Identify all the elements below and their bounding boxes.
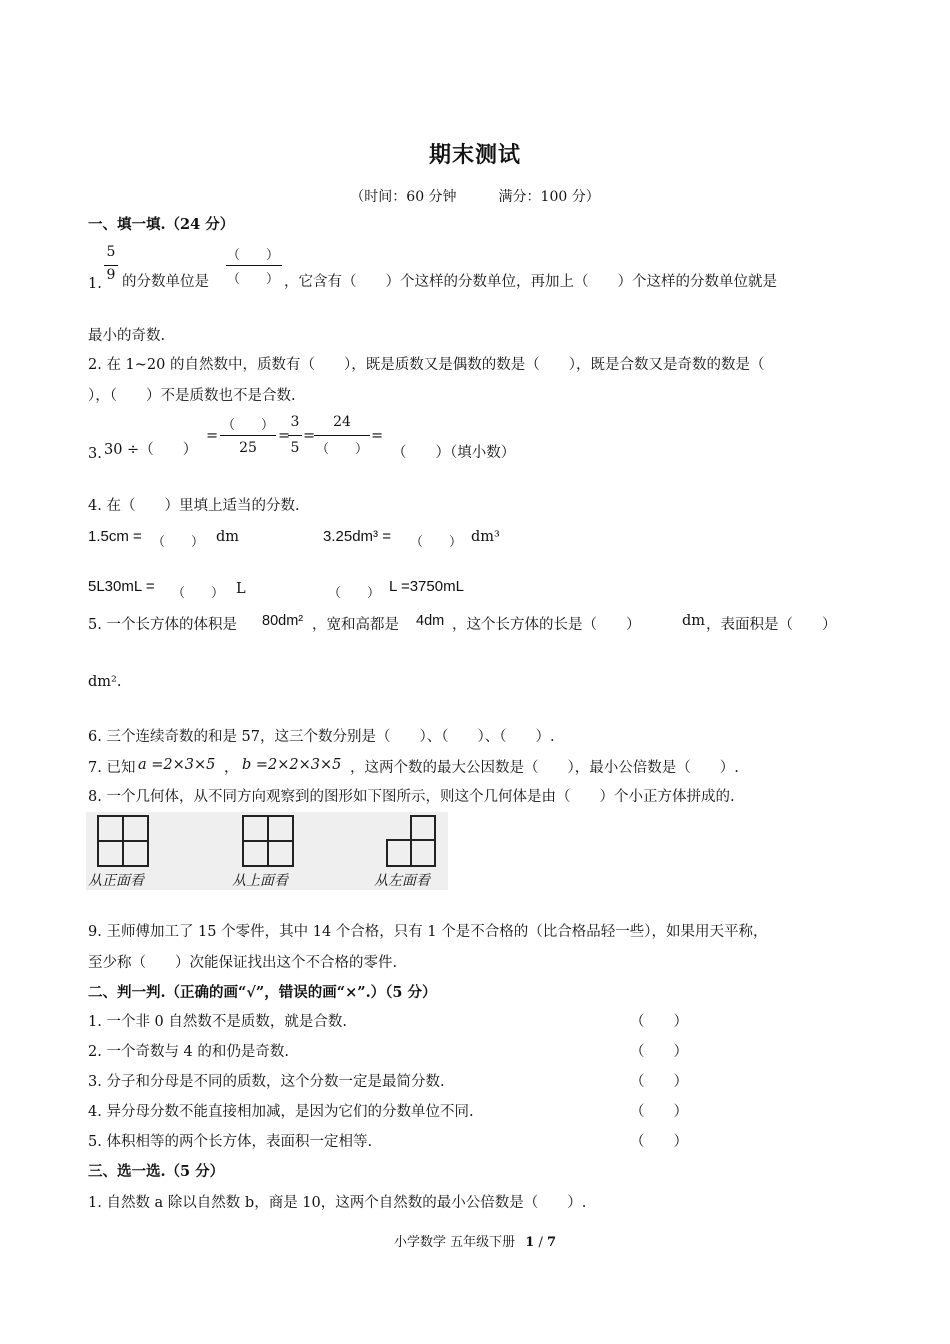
- judge-answer-2[interactable]: （ ）: [630, 1044, 688, 1060]
- q4-a-unit: dm: [216, 529, 240, 545]
- q3-fraction-2-denominator: 5: [290, 440, 300, 456]
- q4-a-expression: 1.5cm =: [88, 528, 142, 545]
- question-6: 6. 三个连续奇数的和是 57，这三个数分别是（ ）、（ ）、（ ）.: [88, 729, 555, 745]
- q1-text-a: 的分数单位是: [122, 274, 209, 290]
- q4-c-expression: 5L30mL =: [88, 578, 155, 595]
- q1-text-c: 最小的奇数.: [88, 328, 166, 344]
- section-1-heading: 一、填一填.（24 分）: [88, 216, 235, 233]
- q3-equals-4: =: [371, 428, 384, 444]
- q4-b-expression: 3.25dm³ =: [323, 528, 391, 545]
- judge-answer-3[interactable]: （ ）: [630, 1074, 688, 1090]
- q1-blank-denominator[interactable]: （ ）: [226, 272, 279, 287]
- judge-item-2: 2. 一个奇数与 4 的和仍是奇数.: [88, 1044, 289, 1060]
- q3-equals-2: =: [278, 428, 291, 444]
- judge-item-1: 1. 一个非 0 自然数不是质数，就是合数.: [88, 1014, 347, 1030]
- section-2-heading: 二、判一判.（正确的画“√”，错误的画“×”.）（5 分）: [88, 984, 437, 1001]
- q3-equals-1: =: [206, 428, 219, 444]
- q4-b-blank[interactable]: （ ）: [410, 535, 463, 550]
- q5-width: 4dm: [416, 613, 445, 629]
- choice-question-1: 1. 自然数 a 除以自然数 b，商是 10，这两个自然数的最小公倍数是（ ）.: [88, 1195, 587, 1211]
- q3-fraction-1-numerator[interactable]: （ ）: [221, 418, 274, 433]
- q1-fraction-numerator: 5: [106, 244, 116, 260]
- footer-total-pages: 7: [546, 1235, 557, 1250]
- judge-answer-1[interactable]: （ ）: [630, 1014, 688, 1030]
- q3-fraction-3-denominator[interactable]: （ ）: [315, 442, 368, 457]
- q7-text-a: 7. 已知: [88, 760, 136, 776]
- q7-expression-a: a =2×3×5: [138, 757, 216, 773]
- judge-answer-4[interactable]: （ ）: [630, 1104, 688, 1120]
- q4-d-blank[interactable]: （ ）: [328, 586, 381, 601]
- caption-top-view: 从上面看: [232, 873, 288, 889]
- judge-item-3: 3. 分子和分母是不同的质数，这个分数一定是最简分数.: [88, 1074, 445, 1090]
- three-views-figure: [86, 812, 448, 890]
- left-view: [387, 816, 435, 866]
- page-footer: [0, 1231, 950, 1250]
- q5-text-d: ，表面积是（ ）: [706, 617, 837, 633]
- q4-c-unit: L: [236, 581, 246, 597]
- q5-text-c: ，这个长方体的长是（ ）: [452, 617, 641, 633]
- q5-text-b: ，宽和高都是: [312, 617, 399, 633]
- q7-comma: ，: [224, 760, 239, 776]
- q3-fraction-1-bar: [220, 435, 276, 436]
- q3-fraction-1-denominator: 25: [239, 440, 257, 456]
- q5-unit-dm: dm: [682, 613, 706, 629]
- q1-blank-numerator[interactable]: （ ）: [226, 248, 279, 263]
- question-4-line: 4. 在（ ）里填上适当的分数.: [88, 498, 300, 514]
- footer-course: 小学数学 五年级下册: [393, 1235, 516, 1250]
- page-title: 期末测试: [428, 142, 521, 168]
- footer-page-number: 1: [525, 1235, 535, 1250]
- q3-fraction-2-bar: [288, 435, 302, 436]
- q4-c-blank[interactable]: （ ）: [172, 586, 225, 601]
- exam-subtitle: （时间：60 分钟 满分：100 分）: [350, 189, 600, 205]
- question-9-line-2: 至少称（ ）次能保证找出这个不合格的零件.: [88, 955, 398, 971]
- section-3-heading: 三、选一选.（5 分）: [88, 1163, 225, 1180]
- q4-d-expression: L =3750mL: [389, 578, 464, 595]
- q4-b-unit: dm³: [471, 529, 500, 545]
- q7-expression-b: b =2×2×3×5: [242, 757, 342, 773]
- q7-text-c: ，这两个数的最大公因数是（ ），最小公倍数是（ ）.: [350, 760, 739, 776]
- caption-left-view: 从左面看: [374, 873, 430, 889]
- q1-fraction-denominator: 9: [106, 267, 116, 283]
- judge-answer-5[interactable]: （ ）: [630, 1134, 688, 1150]
- q1-blank-bar: [226, 265, 282, 266]
- q3-fraction-3-numerator: 24: [333, 414, 351, 430]
- q3-division[interactable]: 30 ÷（ ）: [104, 442, 198, 458]
- q5-volume: 80dm²: [262, 613, 304, 629]
- q3-number: 3.: [88, 446, 102, 462]
- q1-fraction-bar: [104, 265, 118, 266]
- q1-text-b: ，它含有（ ）个这样的分数单位，再加上（ ）个这样的分数单位就是: [284, 274, 777, 290]
- question-8: 8. 一个几何体，从不同方向观察到的图形如下图所示，则这个几何体是由（ ）个小正方体拼成的.: [88, 789, 735, 805]
- q5-text-a: 5. 一个长方体的体积是: [88, 617, 237, 633]
- question-9-line-1: 9. 王师傅加工了 15 个零件，其中 14 个合格，只有 1 个是不合格的（比合格品轻一些），如果用天平称，: [88, 924, 768, 940]
- footer-separator: /: [534, 1235, 547, 1250]
- question-2-line-2: ），（ ）不是质数也不是合数.: [88, 388, 296, 404]
- front-view: [98, 816, 148, 866]
- top-view: [243, 816, 293, 866]
- judge-item-5: 5. 体积相等的两个长方体，表面积一定相等.: [88, 1134, 373, 1150]
- judge-item-4: 4. 异分母分数不能直接相加减，是因为它们的分数单位不同.: [88, 1104, 474, 1120]
- q3-equals-3: =: [303, 428, 316, 444]
- q5-unit-dm2: dm².: [88, 674, 122, 690]
- q3-fraction-3-bar: [314, 435, 370, 436]
- q3-tail[interactable]: （ ）（填小数）: [392, 445, 516, 461]
- caption-front-view: 从正面看: [88, 873, 144, 889]
- q4-a-blank[interactable]: （ ）: [152, 535, 205, 550]
- question-2-line-1: 2. 在 1~20 的自然数中，质数有（ ），既是质数又是偶数的数是（ ），既是合数又是奇数的数是（: [88, 357, 765, 373]
- q1-number: 1.: [88, 276, 102, 292]
- q3-fraction-2-numerator: 3: [290, 414, 300, 430]
